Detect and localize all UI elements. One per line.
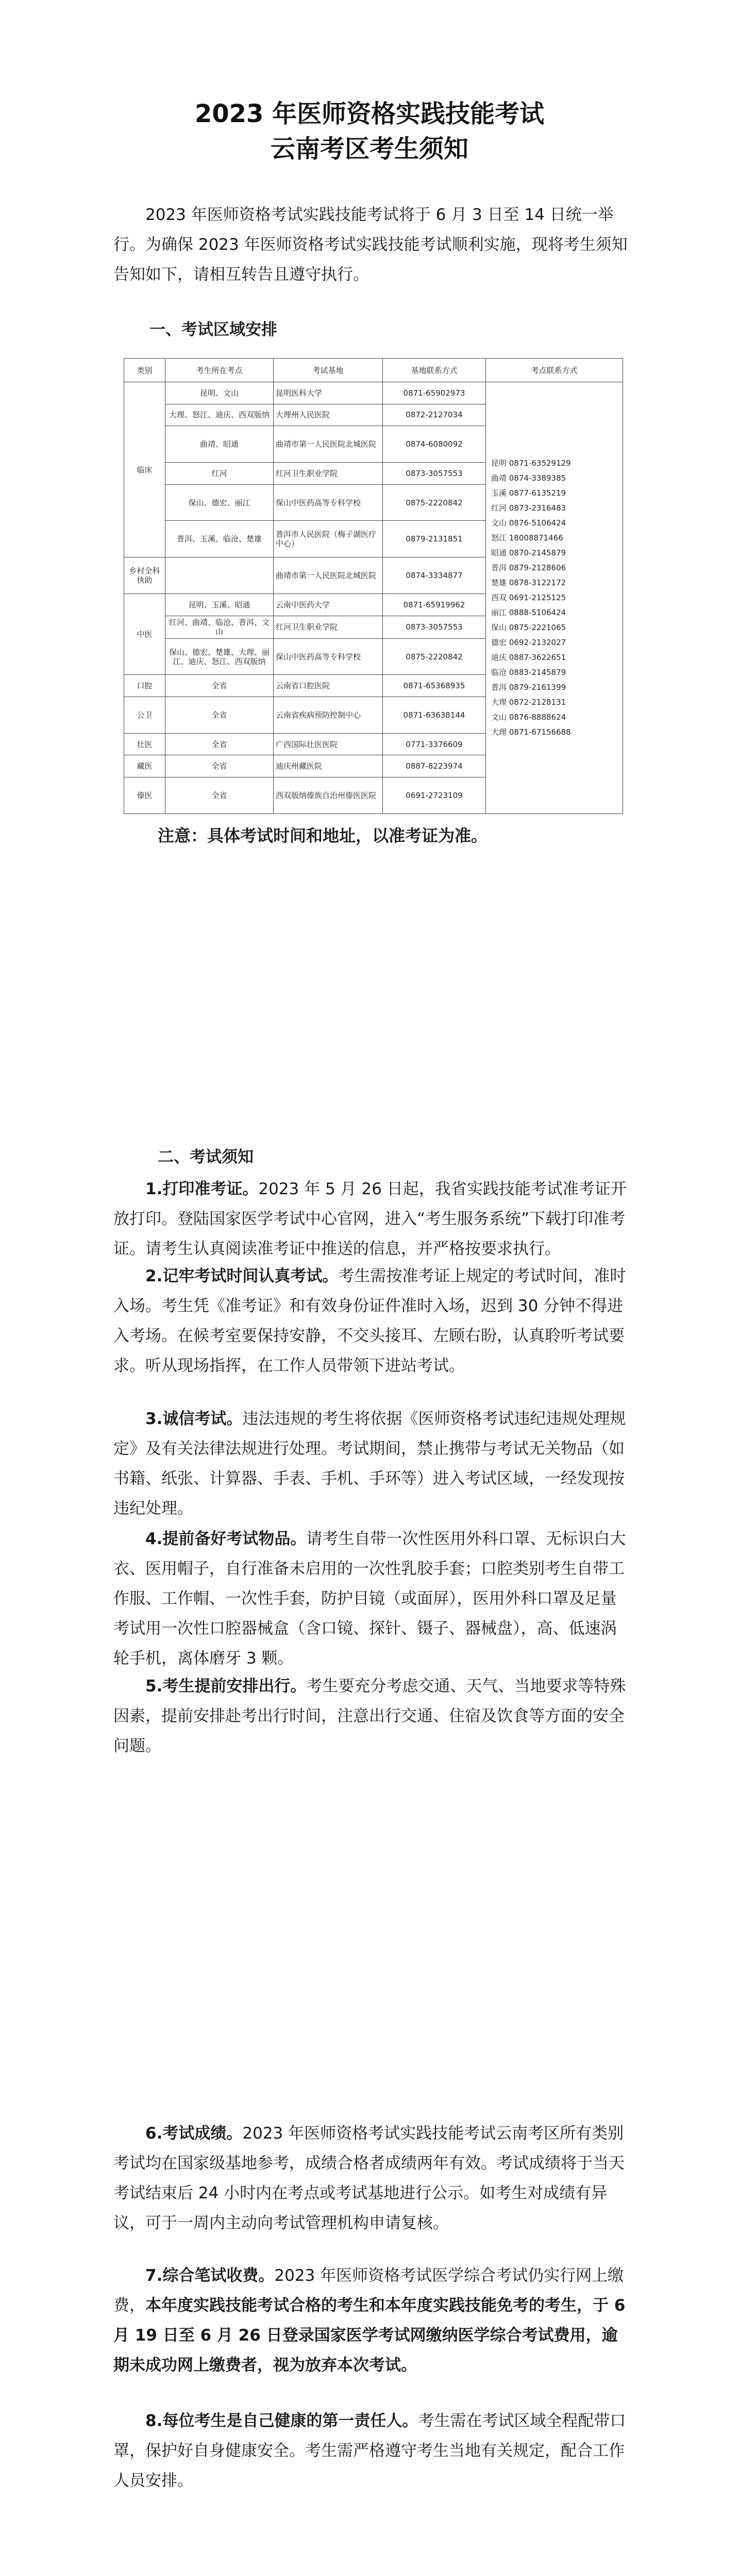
table-header-cell: 考试基地 — [274, 359, 383, 382]
table-header-cell: 基地联系方式 — [383, 359, 486, 382]
base-cell: 迪庆州藏医院 — [274, 755, 383, 777]
base-cell: 大理州人民医院 — [274, 404, 383, 426]
notice-item-6-body: 2023 年医师资格考试实践技能考试云南考区所有类别考试均在国家级基地参考，成绩合格者成绩两年有效。考试成绩将于当天考试结束后 24 小时内在考点或考试基地进行公示。如考生对成绩有异议，可于一周内主动向考试管理机构申请复核。 — [113, 2124, 625, 2232]
notice-item-3-body: 违法违规的考生将依据《医师资格考试违纪违规处理规定》及有关法律法规进行处理。考试期间，禁止携带与考试无关物品（如书籍、纸张、计算器、手表、手机、手环等）进入考试区域，一经发现按违纪处理。 — [113, 1410, 626, 1518]
phone-cell: 0874-6080092 — [383, 426, 486, 463]
exam-site-contact: 大理 0872-2128131 — [491, 698, 566, 707]
phone-cell: 0871-65902973 — [383, 382, 486, 404]
exam-site-contact: 普洱 0879-2161399 — [491, 683, 566, 692]
notice-item-5 — [113, 1671, 629, 1761]
notice-item-4 — [113, 1524, 629, 1673]
phone-cell: 0872-2127034 — [383, 404, 486, 426]
notice-item-5-body: 考生要充分考虑交通、天气、当地要求等特殊因素，提前安排赴考出行时间，注意出行交通、住宿及饮食等方面的安全问题。 — [113, 1677, 626, 1755]
exam-site-contact: 丽江 0888-5106424 — [491, 608, 566, 618]
category-cell: 公卫 — [124, 697, 165, 733]
site-cell: 保山、德宏、丽江 — [165, 484, 274, 521]
exam-site-contact: 迪庆 0887-3622651 — [491, 653, 566, 663]
phone-cell: 0874-3334877 — [383, 557, 486, 594]
base-cell: 红河卫生职业学院 — [274, 463, 383, 485]
phone-cell: 0871-63638144 — [383, 697, 486, 733]
site-cell: 普洱、玉溪、临沧、楚雄 — [165, 521, 274, 557]
document-title-line2: 云南考区考生须知 — [270, 134, 468, 163]
notice-item-6-heading: 6.考试成绩。 — [145, 2124, 243, 2143]
table-header-cell: 类别 — [124, 359, 165, 382]
notice-item-2-heading: 2.记牢考试时间认真考试。 — [145, 1267, 339, 1285]
exam-site-contact: 临沧 0883-2145879 — [491, 668, 566, 677]
base-cell: 西双版纳傣族自治州傣医医院 — [274, 777, 383, 814]
exam-area-table-body — [124, 359, 623, 814]
document-title-line1: 2023 年医师资格实践技能考试 — [194, 99, 545, 128]
section2-heading: 二、考试须知 — [158, 1148, 254, 1166]
base-cell: 昆明医科大学 — [274, 382, 383, 404]
notice-item-4-heading: 4.提前备好考试物品。 — [145, 1530, 307, 1548]
notice-item-8-body: 考生需在考试区域全程配带口罩，保护好自身健康安全。考生需严格遵守考生当地有关规定，配合工作人员安排。 — [113, 2412, 626, 2490]
exam-site-contact: 曲靖 0874-3389385 — [491, 473, 566, 483]
category-cell: 壮医 — [124, 733, 165, 755]
phone-cell: 0871-65368935 — [383, 675, 486, 697]
category-cell: 临床 — [124, 382, 165, 557]
site-cell: 保山、德宏、楚雄、大理、丽江、迪庆、怒江、西双版纳 — [165, 638, 274, 675]
section1-heading: 一、考试区域安排 — [149, 320, 277, 339]
base-cell: 曲靖市第一人民医院北城医院 — [274, 426, 383, 463]
intro-paragraph: 2023 年医师资格考试实践技能考试将于 6 月 3 日至 14 日统一举行。为确保 2023 年医师资格考试实践技能考试顺利实施，现将考生须知告知如下，请相互转告且遵守执行。 — [113, 206, 628, 284]
exam-site-contact: 德宏 0692-2132027 — [491, 638, 566, 648]
exam-area-table — [124, 358, 623, 814]
notice-item-3 — [113, 1404, 629, 1523]
notice-item-2-body: 考生需按准考证上规定的考试时间，准时入场。考生凭《准考证》和有效身份证件准时入场，迟到 30 分钟不得进入考场。在候考室要保持安静，不交头接耳、左顾右盼，认真聆听考试要求。听从现场指挥，在工作人员带领下进站考试。 — [113, 1267, 626, 1375]
exam-site-contact: 普洱 0879-2128606 — [491, 563, 566, 573]
category-cell: 藏医 — [124, 755, 165, 777]
site-cell: 全省 — [165, 777, 274, 814]
phone-cell: 0873-3057553 — [383, 463, 486, 485]
notice-item-6 — [113, 2119, 629, 2238]
notice-item-8 — [113, 2406, 629, 2496]
notice-item-1-body: 2023 年 5 月 26 日起，我省实践技能考试准考证开放打印。登陆国家医学考试中心官网，进入“考生服务系统”下载打印准考证。请考生认真阅读准考证中推送的信息，并严格按要求执行。 — [113, 1180, 627, 1258]
notice-item-7 — [113, 2261, 629, 2380]
notice-item-5-heading: 5.考生提前安排出行。 — [145, 1677, 307, 1696]
site-cell: 曲靖、昭通 — [165, 426, 274, 463]
site-cell: 红河 — [165, 463, 274, 485]
base-cell: 云南省口腔医院 — [274, 675, 383, 697]
phone-cell: 0873-3057553 — [383, 616, 486, 638]
notice-item-7-heading: 7.综合笔试收费。 — [145, 2266, 275, 2285]
category-cell: 中医 — [124, 594, 165, 675]
notice-item-1 — [113, 1174, 629, 1264]
phone-cell: 0871-65919962 — [383, 594, 486, 616]
site-cell: 昆明、文山 — [165, 382, 274, 404]
phone-cell: 0691-2723109 — [383, 777, 486, 814]
notice-item-7-bold-tail: 本年度实践技能考试合格的考生和本年度实践技能免考的考生，于 6 月 19 日至 6 月 26 日登录国家医学考试网缴纳医学综合考试费用，逾期未成功网上缴费者，视为放弃本次考试。 — [113, 2296, 626, 2375]
site-cell: 昆明、玉溪、昭通 — [165, 594, 274, 616]
base-cell: 曲靖市第一人民医院北城医院 — [274, 557, 383, 594]
site-cell: 全省 — [165, 755, 274, 777]
table-header-cell: 考点联系方式 — [486, 359, 623, 382]
exam-site-contacts-cell — [486, 382, 623, 814]
notice-item-4-body: 请考生自带一次性医用外科口罩、无标识白大衣、医用帽子，自行准备未启用的一次性乳胶手套；口腔类别考生自带工作服、工作帽、一次性手套，防护目镜（或面屏），医用外科口罩及足量考试用一次性口腔器械盒（含口镜、探针、镊子、器械盘），高、低速涡轮手机，离体磨牙 3 颗。 — [113, 1530, 626, 1668]
notice-item-2 — [113, 1261, 629, 1381]
category-cell: 口腔 — [124, 675, 165, 697]
exam-site-contact: 保山 0875-2221065 — [491, 623, 566, 633]
base-cell: 保山中医药高等专科学校 — [274, 638, 383, 675]
base-cell: 普洱市人民医院（梅子湖医疗中心） — [274, 521, 383, 557]
exam-site-contact: 红河 0873-2316483 — [491, 503, 566, 513]
exam-site-contact: 玉溪 0877-6135219 — [491, 488, 566, 498]
phone-cell: 0875-2220842 — [383, 484, 486, 521]
exam-site-contact: 昭通 0870-2145879 — [491, 548, 566, 558]
exam-site-contact: 楚雄 0878-3122172 — [491, 578, 566, 588]
base-cell: 红河卫生职业学院 — [274, 616, 383, 638]
site-cell: 全省 — [165, 697, 274, 733]
table-header-row — [124, 359, 623, 382]
notice-item-8-heading: 8.每位考生是自己健康的第一责任人。 — [145, 2412, 418, 2430]
site-cell: 全省 — [165, 675, 274, 697]
exam-site-contact: 怒江 18008871466 — [491, 533, 563, 543]
phone-cell: 0879-2131851 — [383, 521, 486, 557]
site-cell: 红河、曲靖、临沧、普洱、文山 — [165, 616, 274, 638]
phone-cell: 0887-8223974 — [383, 755, 486, 777]
phone-cell: 0875-2220842 — [383, 638, 486, 675]
notice-item-1-heading: 1.打印准考证。 — [145, 1180, 259, 1198]
phone-cell: 0771-3376609 — [383, 733, 486, 755]
exam-site-contact: 文山 0876-5106424 — [491, 518, 566, 528]
exam-site-contact: 文山 0876-8888624 — [491, 713, 566, 722]
exam-site-contact: 昆明 0871-63529129 — [491, 459, 571, 468]
notice-item-3-heading: 3.诚信考试。 — [145, 1410, 243, 1428]
exam-site-contact: 大理 0871-67156688 — [491, 727, 571, 737]
base-cell: 保山中医药高等专科学校 — [274, 484, 383, 521]
site-cell: 大理、怒江、迪庆、西双版纳 — [165, 404, 274, 426]
table-header-cell: 考生所在考点 — [165, 359, 274, 382]
base-cell: 广西国际壮医医院 — [274, 733, 383, 755]
category-cell: 乡村全科执助 — [124, 557, 165, 594]
base-cell: 云南中医药大学 — [274, 594, 383, 616]
category-cell: 傣医 — [124, 777, 165, 814]
base-cell: 云南省疾病预防控制中心 — [274, 697, 383, 733]
site-cell — [165, 557, 274, 594]
table-row — [124, 382, 623, 404]
exam-site-contact: 西双 0691-2125125 — [491, 593, 566, 603]
site-cell: 全省 — [165, 733, 274, 755]
notice-item-7-body: 2023 年医师资格考试医学综合考试仍实行网上缴费， — [113, 2266, 624, 2315]
exam-note: 注意：具体考试时间和地址，以准考证为准。 — [158, 826, 488, 845]
